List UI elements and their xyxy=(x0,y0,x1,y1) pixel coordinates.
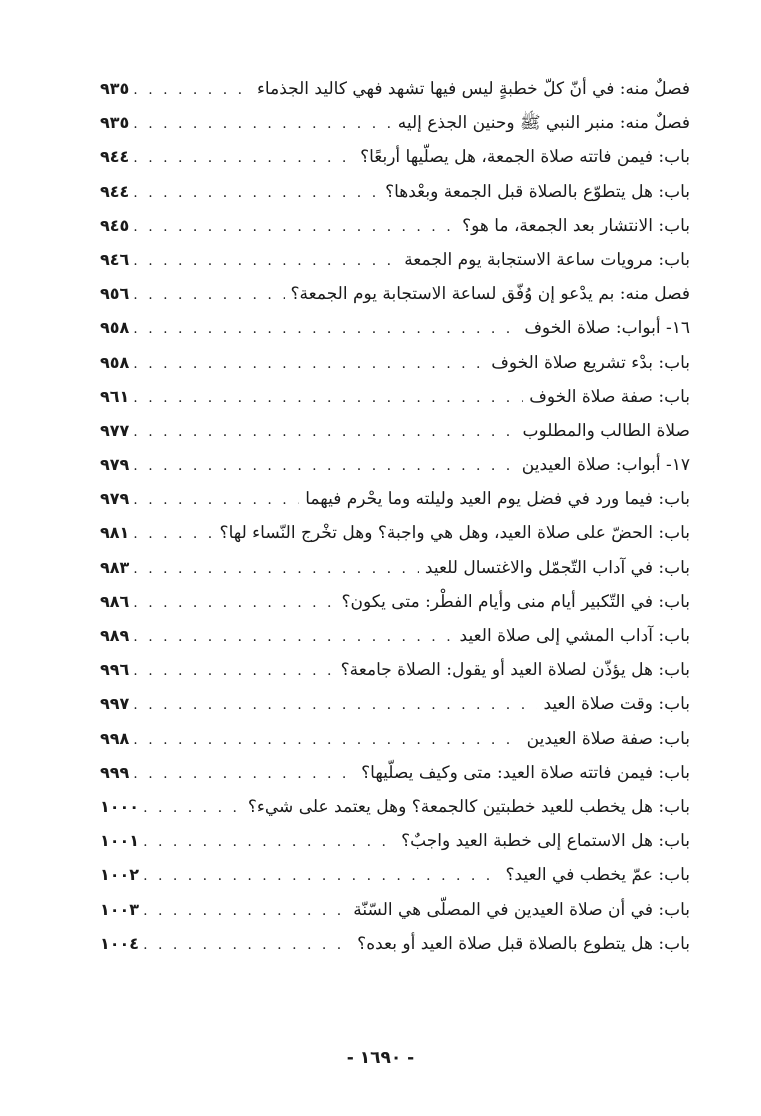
dot-leader xyxy=(143,894,347,928)
toc-entry-title: باب: في آداب التّجمّل والاغتسال للعيد xyxy=(424,557,690,578)
toc-entry-page: ٩٥٦ xyxy=(100,284,130,304)
toc-entry-title: باب: في أن صلاة العيدين في المصلّى هي السّنّة xyxy=(353,899,690,920)
dot-leader xyxy=(133,757,355,791)
toc-entry xyxy=(100,824,690,858)
toc-entry xyxy=(100,858,690,892)
toc-entry-page: ٩٤٥ xyxy=(100,215,130,235)
dot-leader xyxy=(133,141,354,175)
dot-leader xyxy=(143,928,351,962)
toc-entry xyxy=(100,585,690,619)
toc-entry-page: ٩٥٨ xyxy=(100,352,130,372)
toc-entry-title: باب: في التّكبير أيام منى وأيام الفطْر: متى يكون؟ xyxy=(341,591,690,612)
toc-entry-title: باب: بدْء تشريع صلاة الخوف xyxy=(491,352,690,373)
page-number: - ١٦٩٠ - xyxy=(346,1048,415,1068)
toc-entry-title: باب: وقت صلاة العيد xyxy=(543,694,690,715)
toc-entry-title: باب: هل يخطب للعيد خطبتين كالجمعة؟ وهل يعتمد على شيء؟ xyxy=(247,796,690,817)
toc-entry-page: ٩٨١ xyxy=(100,523,130,543)
toc-entry xyxy=(100,653,690,687)
toc-entry xyxy=(100,140,690,174)
toc-entry xyxy=(100,346,690,380)
toc-entry-page: ٩٣٥ xyxy=(100,79,130,98)
toc-entry-title: باب: الانتشار بعد الجمعة، ما هو؟ xyxy=(462,215,690,236)
toc-entry-title: باب: آداب المشي إلى صلاة العيد xyxy=(459,626,690,646)
toc-entry-page: ٩٥٨ xyxy=(100,318,130,338)
toc-entry-page: ٩٤٤ xyxy=(100,181,130,201)
table-of-contents xyxy=(100,72,690,961)
dot-leader xyxy=(133,483,299,517)
toc-entry-title: باب: الحضّ على صلاة العيد، وهل هي واجبة؟ وهل تخْرج النّساء لها؟ xyxy=(219,523,690,544)
toc-entry xyxy=(100,551,690,585)
toc-entry-title: فصل منه: بم يدْعو إن وُفّق لساعة الاستجابة يوم الجمعة؟ xyxy=(290,284,690,305)
toc-entry-title: باب: هل يتطوّع بالصلاة قبل الجمعة وبعْدها؟ xyxy=(385,181,690,202)
dot-leader xyxy=(133,415,516,449)
toc-entry xyxy=(100,619,690,653)
dot-leader xyxy=(133,517,213,551)
dot-leader xyxy=(133,552,419,586)
toc-entry-title: باب: هل الاستماع إلى خطبة العيد واجبٌ؟ xyxy=(401,831,690,852)
dot-leader xyxy=(133,347,485,381)
dot-leader xyxy=(133,244,398,278)
toc-entry xyxy=(100,72,690,106)
dot-leader xyxy=(133,586,335,620)
toc-entry-title: باب: مرويات ساعة الاستجابة يوم الجمعة xyxy=(404,249,690,270)
toc-entry-title: باب: فيمن فاتته صلاة الجمعة، هل يصلّيها أربعًا؟ xyxy=(360,147,690,168)
dot-leader xyxy=(133,107,391,141)
toc-entry-page: ٩٣٥ xyxy=(100,113,130,133)
toc-entry xyxy=(100,380,690,414)
dot-leader xyxy=(133,176,379,210)
toc-entry-page: ٩٩٦ xyxy=(100,660,130,680)
dot-leader xyxy=(143,825,395,859)
toc-entry-page: ٩٨٩ xyxy=(100,626,130,645)
toc-entry-title: صلاة الطالب والمطلوب xyxy=(522,420,690,441)
dot-leader xyxy=(133,381,523,415)
toc-entry-title: باب: صفة صلاة الخوف xyxy=(529,386,690,407)
toc-entry xyxy=(100,927,690,961)
toc-entry-page: ١٠٠٠ xyxy=(100,796,140,816)
toc-entry-title: باب: فيمن فاتته صلاة العيد: متى وكيف يصلّيها؟ xyxy=(361,762,690,783)
toc-entry xyxy=(100,106,690,140)
toc-entry-page: ٩٩٨ xyxy=(100,728,130,748)
toc-entry-page: ٩٦١ xyxy=(100,386,130,406)
toc-entry xyxy=(100,414,690,448)
toc-entry xyxy=(100,277,690,311)
dot-leader xyxy=(143,791,242,825)
dot-leader xyxy=(133,620,453,654)
dot-leader xyxy=(133,312,518,346)
toc-entry-page: ٩٩٧ xyxy=(100,694,130,714)
toc-entry-page: ٩٤٤ xyxy=(100,147,130,167)
toc-entry-page: ٩٨٣ xyxy=(100,557,130,577)
dot-leader xyxy=(133,278,284,312)
toc-entry-page: ٩٧٩ xyxy=(100,489,130,509)
toc-entry xyxy=(100,209,690,243)
dot-leader xyxy=(133,449,515,483)
toc-entry xyxy=(100,722,690,756)
toc-entry-title: ١٦- أبواب: صلاة الخوف xyxy=(524,318,690,339)
dot-leader xyxy=(143,859,499,893)
toc-entry-title: ١٧- أبواب: صلاة العيدين xyxy=(521,455,690,476)
toc-entry xyxy=(100,482,690,516)
toc-entry xyxy=(100,790,690,824)
toc-entry xyxy=(100,516,690,550)
dot-leader xyxy=(133,723,520,757)
toc-entry-title: فصلٌ منه: في أنّ كلّ خطبةٍ ليس فيها تشهد فهي كاليد الجذماء xyxy=(256,79,690,99)
toc-entry-page: ١٠٠٣ xyxy=(100,899,140,919)
dot-leader xyxy=(133,73,251,107)
toc-entry-page: ٩٧٩ xyxy=(100,455,130,475)
toc-entry-title: فصلٌ منه: منبر النبي ﷺ وحنين الجذع إليه xyxy=(397,113,690,134)
toc-entry xyxy=(100,448,690,482)
toc-entry-title: باب: هل يتطوع بالصلاة قبل صلاة العيد أو بعده؟ xyxy=(357,933,690,954)
toc-entry-page: ٩٤٦ xyxy=(100,249,130,269)
toc-entry xyxy=(100,756,690,790)
toc-entry xyxy=(100,311,690,345)
dot-leader xyxy=(133,654,334,688)
toc-entry-page: ١٠٠٢ xyxy=(100,865,140,885)
toc-entry-title: باب: عمّ يخطب في العيد؟ xyxy=(505,865,690,886)
toc-entry-title: باب: فيما ورد في فضل يوم العيد وليلته وما يحْرم فيهما xyxy=(305,489,690,510)
dot-leader xyxy=(133,210,456,244)
toc-entry-page: ١٠٠١ xyxy=(100,831,140,851)
toc-entry-page: ٩٩٩ xyxy=(100,762,130,782)
toc-entry-title: باب: هل يؤذّن لصلاة العيد أو يقول: الصلاة جامعة؟ xyxy=(340,660,690,681)
toc-entry xyxy=(100,893,690,927)
toc-entry xyxy=(100,175,690,209)
dot-leader xyxy=(133,688,537,722)
toc-entry-page: ١٠٠٤ xyxy=(100,933,140,953)
toc-entry-page: ٩٧٧ xyxy=(100,420,130,440)
toc-entry xyxy=(100,243,690,277)
toc-entry xyxy=(100,687,690,721)
toc-entry-page: ٩٨٦ xyxy=(100,591,130,611)
toc-entry-title: باب: صفة صلاة العيدين xyxy=(526,728,690,749)
